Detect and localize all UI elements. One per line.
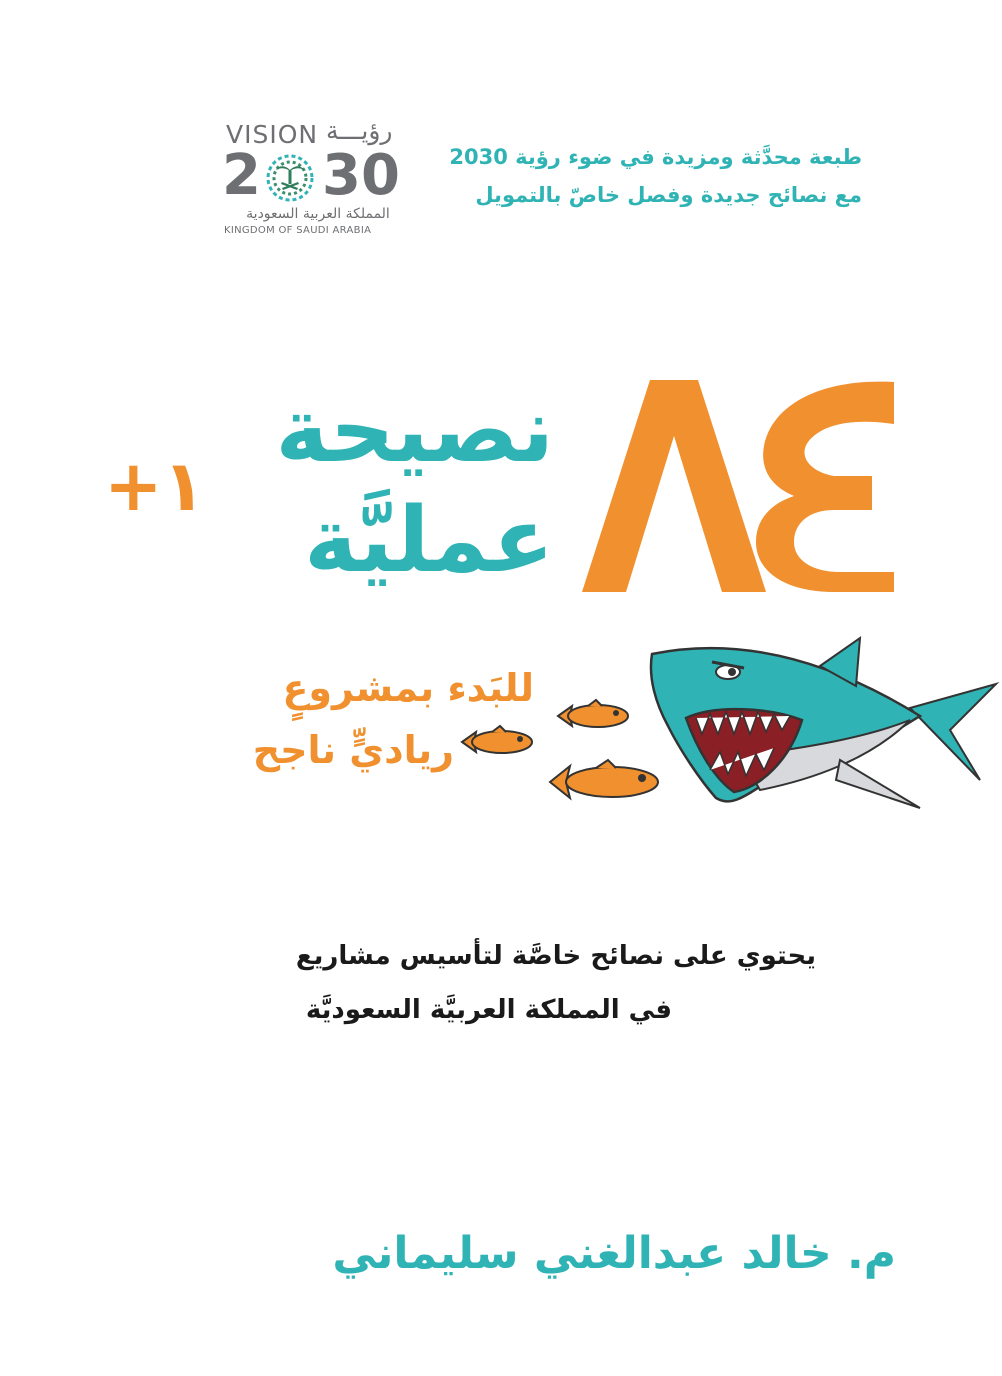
fish-icon bbox=[550, 760, 658, 798]
title-number bbox=[572, 360, 902, 600]
subtitle-line1: للبَدء بمشروعٍ bbox=[282, 666, 534, 710]
fish-icon bbox=[462, 726, 532, 753]
title-line2: عمليَّة bbox=[304, 488, 554, 593]
author-name: م. خالد عبدالغني سليماني bbox=[332, 1228, 896, 1279]
fish-icon bbox=[558, 700, 628, 727]
title-line1: نصيحة bbox=[275, 378, 554, 483]
edition-note bbox=[422, 138, 862, 214]
edition-note-line2: مع نصائح جديدة وفصل خاصّ بالتمويل bbox=[475, 183, 862, 207]
shark-illustration bbox=[440, 630, 1000, 840]
vision-year bbox=[222, 143, 422, 208]
vision-2030-logo bbox=[222, 118, 422, 236]
vision-year-left: 2 bbox=[222, 143, 261, 208]
vision-kingdom-english: KINGDOM OF SAUDI ARABIA bbox=[224, 225, 372, 236]
subtitle-line2: رياديٍّ ناجح bbox=[252, 728, 454, 772]
vision-arabic-word: رؤيـــة bbox=[326, 116, 393, 145]
description-line2: في المملكة العربيَّة السعوديَّة bbox=[305, 995, 672, 1025]
title-plus-one: +١ bbox=[104, 445, 206, 527]
shark-icon bbox=[651, 638, 996, 808]
description-line1: يحتوي على نصائح خاصَّة لتأسيس مشاريع bbox=[295, 941, 816, 971]
palm-emblem-icon bbox=[262, 150, 318, 206]
vision-kingdom-arabic: المملكة العربية السعودية bbox=[246, 206, 390, 222]
vision-year-right: 30 bbox=[322, 143, 400, 208]
vision-word: VISION bbox=[226, 120, 319, 149]
edition-note-line1: طبعة محدَّثة ومزيدة في ضوء رؤية 2030 bbox=[449, 145, 862, 169]
